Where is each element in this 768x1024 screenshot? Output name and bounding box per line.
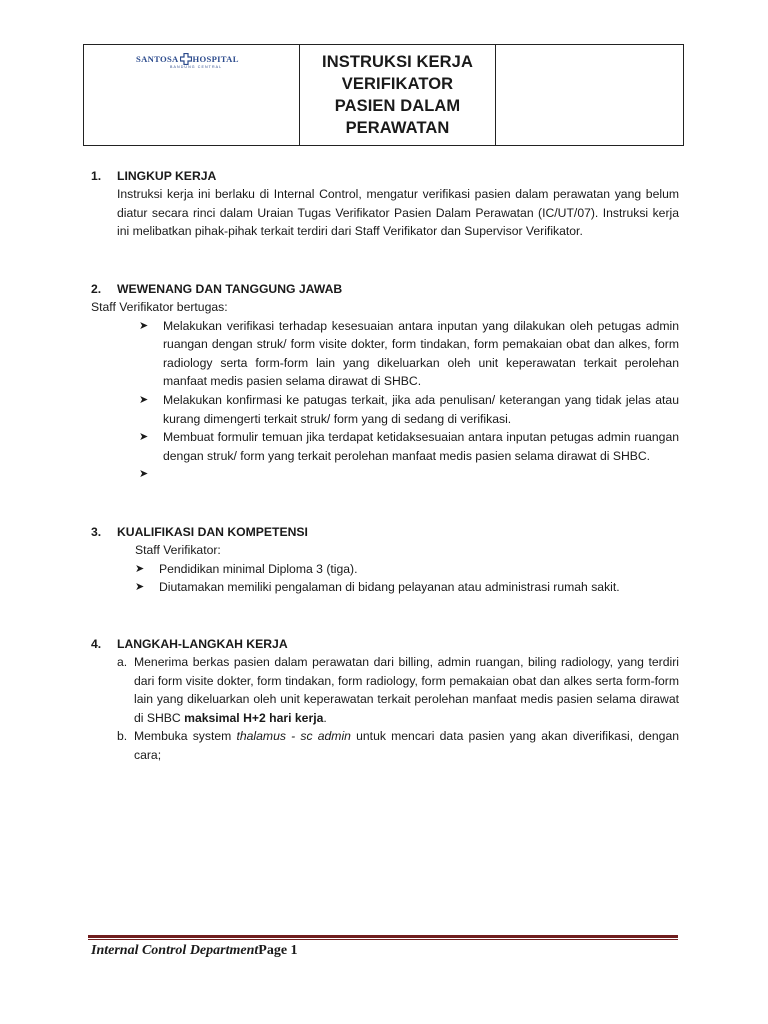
page-footer: [91, 943, 298, 959]
list-item: [139, 428, 679, 465]
arrow-bullet-icon: ➤: [139, 393, 149, 406]
bullet-list: [139, 317, 679, 484]
section-body: Instruksi kerja ini berlaku di Internal Control, mengatur verifikasi pasien dalam perawatan yang belum diatur secara rinci dalam Uraian Tugas Verifikator Pasien Dalam Perawatan (IC/UT/07). Instruksi kerja ini melibatkan pihak-pihak terkait terdiri dari Staff Verifikator dan Supervisor Verifikator.: [117, 187, 679, 239]
list-item-text: Melakukan verifikasi terhadap kesesuaian antara inputan yang dilakukan oleh petugas admin ruangan dengan struk/ form visite dokter, form tindakan, form pemakaian obat dan alkes, form radiology serta form-form lain yang dikeluarkan oleh unit keperawatan terkait perolehan manfaat medis pasien selama dirawat di SHBC.: [163, 318, 679, 389]
list-marker: a.: [117, 655, 128, 669]
section-title: WEWENANG DAN TANGGUNG JAWAB: [117, 282, 343, 296]
list-item-text: Membuka system: [134, 729, 237, 744]
list-item: [135, 578, 679, 597]
list-item: [117, 727, 679, 764]
header-table: [83, 44, 684, 146]
logo-subtitle: BANDUNG CENTRAL: [170, 65, 223, 69]
list-item-text: Membuat formulir temuan jika terdapat ketidaksesuaian antara inputan petugas admin ruangan dengan struk/ form yang terkait perolehan manfaat medis pasien selama dirawat di SHBC.: [163, 430, 679, 463]
list-item-italic: thalamus - sc admin: [236, 729, 351, 744]
list-item: [139, 317, 679, 391]
section-title: LINGKUP KERJA: [117, 169, 217, 183]
section-scope: [91, 167, 691, 241]
footer-department: Internal Control Department: [91, 943, 259, 958]
section-number: 2.: [91, 282, 102, 296]
section-steps: [91, 635, 691, 765]
logo-name-2: HOSPITAL: [192, 54, 239, 64]
list-item: [117, 653, 679, 727]
list-item: [135, 560, 679, 579]
title-line: PASIEN DALAM: [334, 97, 461, 115]
section-number: 1.: [91, 169, 102, 183]
section-heading: [91, 523, 691, 541]
list-item-bold: maksimal H+2 hari kerja: [184, 710, 324, 725]
list-item-text-end: untuk mencari data pasien yang akan diverifikasi, dengan cara;: [134, 729, 679, 762]
section-intro: Staff Verifikator:: [135, 543, 221, 557]
list-item: [139, 391, 679, 428]
section-qualification: [91, 523, 691, 597]
section-heading: [91, 635, 691, 653]
title-line: VERIFIKATOR: [341, 75, 454, 93]
list-item-text: Melakukan konfirmasi ke patugas terkait, jika ada penulisan/ keterangan yang tidak jelas atau kurang dimengerti terkait struk/ form yang di sedang di verifikasi.: [163, 392, 679, 426]
list-item-text: Menerima berkas pasien dalam perawatan dari billing, admin ruangan, biling radiology, yang terdiri dari form visite dokter, form tindakan, form radiology, form pemakaian obat dan alkes serta form-form lain yang dikeluarkan oleh unit keperawatan terkait perolehan manfaat medis pasien selama dirawat di SHBC: [134, 655, 679, 725]
empty-cell: [496, 45, 683, 145]
section-heading: [91, 167, 691, 185]
arrow-bullet-icon: ➤: [139, 431, 149, 444]
list-item-text: Pendidikan minimal Diploma 3 (tiga).: [159, 561, 358, 576]
list-item-end: .: [323, 710, 327, 725]
list-item: [139, 465, 679, 484]
document-title: [313, 51, 483, 139]
section-title: KUALIFIKASI DAN KOMPETENSI: [117, 525, 308, 539]
title-line: PERAWATAN: [345, 119, 450, 137]
arrow-bullet-icon: ➤: [135, 581, 145, 594]
section-number: 3.: [91, 525, 102, 539]
footer-rule-thin: [88, 939, 678, 940]
logo-cell: [84, 45, 300, 145]
list-marker: b.: [117, 729, 128, 744]
arrow-bullet-icon: ➤: [139, 319, 149, 332]
list-item-text: Diutamakan memiliki pengalaman di bidang pelayanan atau administrasi rumah sakit.: [159, 580, 620, 595]
footer-page-number: Page 1: [258, 943, 298, 958]
section-heading: [91, 280, 691, 298]
arrow-bullet-icon: ➤: [135, 562, 145, 575]
logo-name: SANTOSA: [136, 54, 179, 64]
bullet-list: [135, 560, 679, 597]
cross-icon: [180, 53, 192, 65]
section-intro: Staff Verifikator bertugas:: [91, 300, 228, 314]
section-title: LANGKAH-LANGKAH KERJA: [117, 637, 288, 651]
hospital-logo: [136, 54, 239, 74]
title-cell: [300, 45, 496, 145]
arrow-bullet-icon: ➤: [139, 468, 149, 481]
section-number: 4.: [91, 637, 102, 651]
steps-list: [117, 653, 679, 765]
title-line: INSTRUKSI KERJA: [322, 53, 473, 71]
footer-rule: [88, 935, 678, 938]
section-authority: [91, 280, 691, 484]
